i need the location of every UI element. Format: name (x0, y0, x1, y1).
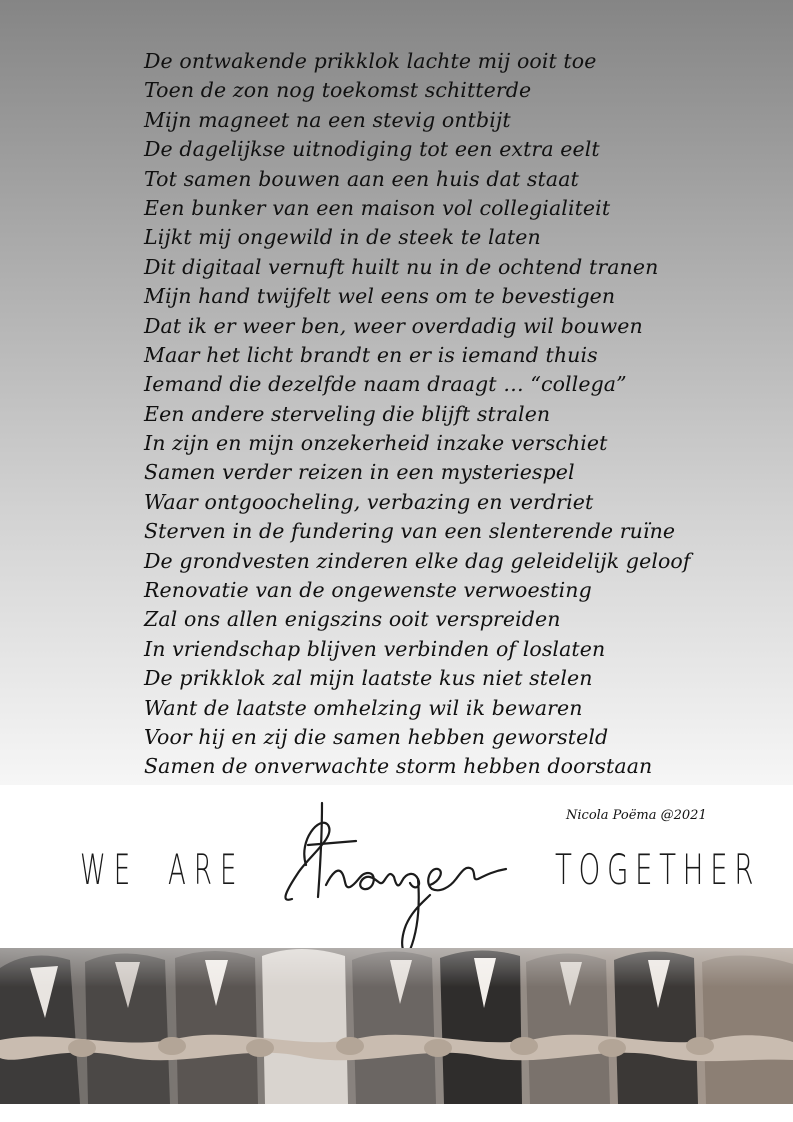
slogan-word-are: ARE (168, 845, 245, 894)
poem-line: Samen verder reizen in een mysteriespel (144, 460, 575, 485)
poem (144, 47, 784, 782)
poem-line: De prikklok zal mijn laatste kus niet stelen (144, 666, 593, 691)
poem-line: Maar het licht brandt en er is iemand thuis (144, 342, 598, 367)
poem-line: In zijn en mijn onzekerheid inzake verschiet (144, 431, 608, 456)
poem-line: Een bunker van een maison vol collegialiteit (144, 195, 611, 220)
poem-line: Sterven in de fundering van een slenterende ruïne (144, 519, 676, 544)
poem-line: Dat ik er weer ben, weer overdadig wil bouwen (144, 313, 643, 338)
poem-line: Dit digitaal vernuft huilt nu in de ochtend tranen (144, 254, 659, 279)
poem-line: Renovatie van de ongewenste verwoesting (144, 578, 592, 603)
stronger-script-logo (258, 795, 528, 960)
author-credit: Nicola Poëma @2021 (566, 808, 707, 823)
poem-line: Toen de zon nog toekomst schitterde (144, 78, 532, 103)
poem-line: Waar ontgoocheling, verbazing en verdriet (144, 489, 594, 514)
poem-line: In vriendschap blijven verbinden of loslaten (144, 636, 606, 661)
poem-line: Samen de onverwachte storm hebben doorstaan (144, 754, 653, 779)
poem-line: Zal ons allen enigszins ooit verspreiden (144, 607, 561, 632)
poem-line: Lijkt mij ongewild in de steek te laten (144, 225, 541, 250)
poem-line: Een andere sterveling die blijft stralen (144, 401, 551, 426)
poem-line: Voor hij en zij die samen hebben geworsteld (144, 724, 609, 749)
poem-line: Tot samen bouwen aan een huis dat staat (144, 166, 579, 191)
people-holding-hands-icon (0, 948, 793, 1104)
poem-line: Mijn hand twijfelt wel eens om te bevestigen (144, 284, 616, 309)
poem-line: De dagelijkse uitnodiging tot een extra eelt (144, 137, 600, 162)
poem-line: Want de laatste omhelzing wil ik bewaren (144, 695, 583, 720)
slogan-word-we: WE (80, 845, 139, 894)
poem-line: Iemand die dezelfde naam draagt … “collega” (144, 372, 627, 397)
poem-line: De grondvesten zinderen elke dag geleidelijk geloof (144, 548, 691, 573)
poem-line: De ontwakende prikklok lachte mij ooit toe (144, 49, 597, 73)
poem-line: Mijn magneet na een stevig ontbijt (144, 107, 511, 132)
slogan-word-together: TOGETHER (555, 845, 761, 894)
